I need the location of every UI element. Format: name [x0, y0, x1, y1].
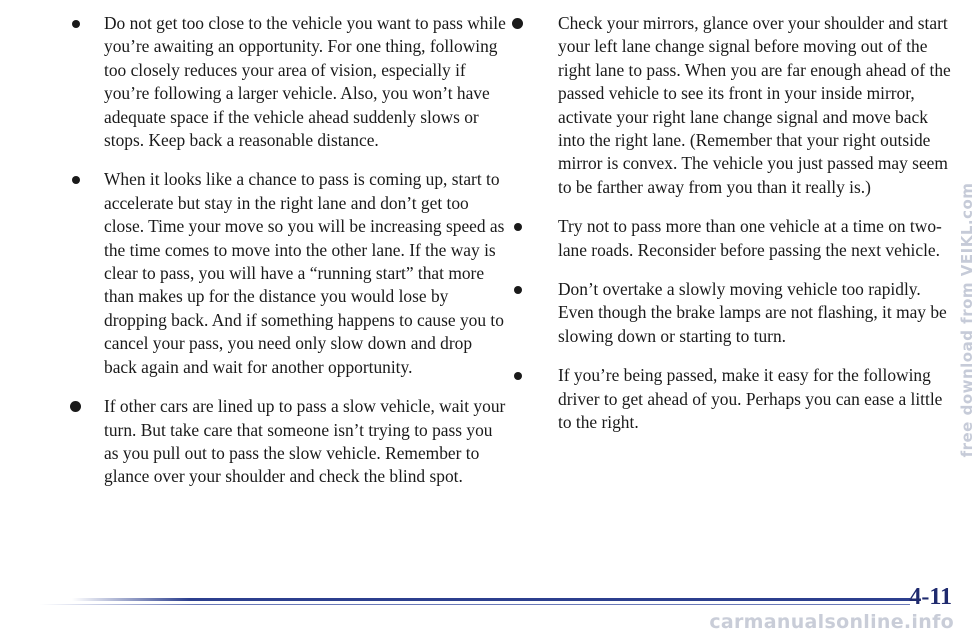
bullet-dot-icon	[512, 18, 523, 29]
bullet-text: Try not to pass more than one vehicle at a time on two-lane roads. Reconsider before passing the next vehicle.	[558, 216, 942, 260]
watermark-bottom: carmanualsonline.info	[709, 611, 954, 633]
bullet-item	[46, 12, 508, 152]
right-column	[510, 12, 956, 451]
bullet-dot-icon	[72, 20, 80, 28]
footer-rule-thin	[40, 604, 910, 605]
bullet-item	[46, 168, 508, 379]
bullet-text: If other cars are lined up to pass a slow vehicle, wait your turn. But take care that someone isn’t trying to pass you as you pull out to pass the slow vehicle. Remember to glance over your shoulder and check the blind spot.	[104, 396, 506, 487]
bullet-text: If you’re being passed, make it easy for the following driver to get ahead of you. Perhaps you can ease a little to the right.	[558, 365, 943, 433]
bullet-text: Don’t overtake a slowly moving vehicle too rapidly. Even though the brake lamps are not flashing, it may be slowing down or starting to turn.	[558, 279, 947, 346]
bullet-text: When it looks like a chance to pass is coming up, start to accelerate but stay in the right lane and don’t get too close. Time your move so you will be increasing speed as the time comes to move into the other lane. If the way is clear to pass, you will have a “running start” that more than makes up for the distance you would lose by dropping back. And if something happens to cause you to cancel your pass, you need only slow down and drop back again and wait for another opportunity.	[104, 169, 505, 377]
bullet-dot-icon	[514, 372, 522, 380]
bullet-dot-icon	[514, 286, 522, 294]
footer-rule	[72, 598, 910, 601]
bullet-item	[510, 278, 956, 348]
bullet-item	[46, 395, 508, 489]
bullet-item	[510, 215, 956, 262]
bullet-dot-icon	[514, 223, 522, 231]
page-number: 4-11	[909, 584, 952, 610]
bullet-text: Check your mirrors, glance over your shoulder and start your left lane change signal before moving out of the right lane to pass. When you are far enough ahead of the passed vehicle to see its front in your inside mirror, activate your right lane change signal and move back into the right lane. (Remember that your right outside mirror is convex. The vehicle you just passed may seem to be farther away from you than it really is.)	[558, 13, 951, 197]
watermark-side: free download from VEIKL.com	[958, 182, 976, 458]
left-column	[46, 12, 508, 505]
bullet-dot-icon	[72, 176, 80, 184]
bullet-item	[510, 12, 956, 199]
bullet-dot-icon	[70, 401, 81, 412]
bullet-text: Do not get too close to the vehicle you want to pass while you’re awaiting an opportunity. For one thing, following too closely reduces your area of vision, especially if you’re following a larger vehicle. Also, you won’t have adequate space if the vehicle ahead suddenly slows or stops. Keep back a reasonable distance.	[104, 13, 506, 151]
bullet-item	[510, 364, 956, 434]
